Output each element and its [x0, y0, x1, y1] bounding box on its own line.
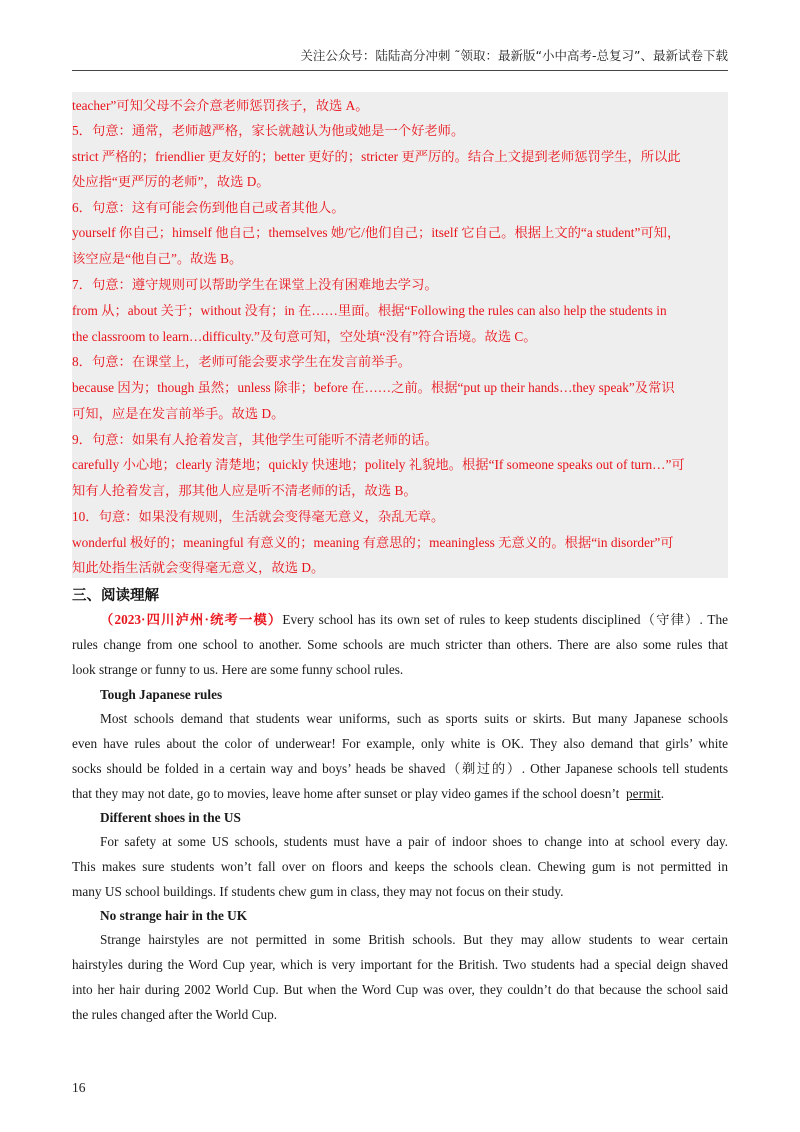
passage-source: （2023·四川泸州·统考一模）: [100, 612, 283, 627]
answer-line: because 因为；though 虽然；unless 除非；before 在……之前。根据“put up their hands…they speak”及常识: [72, 380, 675, 395]
passage-intro-text: Every school has its own set of rules to keep students disciplined（守律）. The: [282, 612, 728, 627]
underlined-word: permit: [626, 786, 661, 801]
answer-line: 7．句意：遵守规则可以帮助学生在课堂上没有困难地去学习。: [72, 277, 438, 292]
passage-line: Strange hairstyles are not permitted in some British schools. But they may allow students to wear certain: [100, 932, 728, 947]
passage-text: .: [660, 786, 665, 801]
passage-line: socks should be folded in a certain way and boys’ heads be shaved（剃过的）. Other Japanese schools tell students: [72, 761, 728, 776]
answer-line: 处应指“更严厉的老师”，故选 D。: [72, 174, 270, 189]
answer-line: strict 严格的；friendlier 更友好的；better 更好的；stricter 更严厉的。结合上文提到老师惩罚学生，所以此: [72, 149, 681, 164]
passage-text: that they may not date, go to movies, leave home after sunset or play video games if the school doesn’t: [72, 786, 620, 801]
passage-line: the rules changed after the World Cup.: [72, 1007, 278, 1022]
header-divider: [72, 70, 728, 71]
page-header: 关注公众号：陆陆高分冲刺 ˜领取：最新版“小中高考-总复习”、最新试卷下载: [300, 48, 728, 63]
passage-line: For safety at some US schools, students must have a pair of indoor shoes to change into at school every day.: [100, 834, 728, 849]
passage-heading: Different shoes in the US: [100, 810, 241, 825]
answer-line: the classroom to learn…difficulty.”及句意可知，空处填“没有”符合语境。故选 C。: [72, 329, 537, 344]
passage-heading: Tough Japanese rules: [100, 687, 223, 702]
answer-line: 8．句意：在课堂上，老师可能会要求学生在发言前举手。: [72, 354, 412, 369]
section-title: 三、阅读理解: [72, 588, 159, 604]
passage-line: [72, 784, 728, 804]
answer-line: 9．句意：如果有人抢着发言，其他学生可能听不清老师的话。: [72, 432, 438, 447]
page-number: 16: [72, 1080, 86, 1095]
answer-line: teacher”可知父母不会介意老师惩罚孩子，故选 A。: [72, 98, 369, 113]
passage-heading: No strange hair in the UK: [100, 908, 248, 923]
answer-line: from 从；about 关于；without 没有；in 在……里面。根据“Following the rules can also help the students in: [72, 303, 667, 318]
passage-line: even have rules about the color of underwear! For example, only white is OK. They also demand that girls’ white: [72, 736, 728, 751]
answer-line: 6．句意：这有可能会伤到他自己或者其他人。: [72, 200, 345, 215]
answer-line: 知有人抢着发言，那其他人应是听不清老师的话，故选 B。: [72, 483, 417, 498]
passage-line: Most schools demand that students wear uniforms, such as sports suits or skirts. But many Japanese schools: [100, 711, 728, 726]
answer-line: 5．句意：通常，老师越严格，家长就越认为他或她是一个好老师。: [72, 123, 465, 138]
passage-intro-line: rules change from one school to another. Some schools are much stricter than others. There are also some rules that: [72, 637, 728, 652]
passage-line: hairstyles during the Word Cup year, which is very important for the British. Two students had a special deign shaved: [72, 957, 728, 972]
answer-line: wonderful 极好的；meaningful 有意义的；meaning 有意思的；meaningless 无意义的。根据“in disorder”可: [72, 535, 674, 550]
answer-line: 可知，应是在发言前举手。故选 D。: [72, 406, 285, 421]
answer-line: 10．句意：如果没有规则，生活就会变得毫无意义，杂乱无章。: [72, 509, 445, 524]
passage-intro-line: look strange or funny to us. Here are some funny school rules.: [72, 662, 404, 677]
answer-line: yourself 你自己；himself 他自己；themselves 她/它/他们自己；itself 它自己。根据上文的“a student”可知，: [72, 225, 681, 240]
passage-intro-line: [100, 610, 728, 630]
passage-line: into her hair during 2002 World Cup. But when the Word Cup was over, they couldn’t do that because the school said: [72, 982, 728, 997]
answer-line: 该空应是“他自己”。故选 B。: [72, 251, 243, 266]
answer-line: 知此处指生活就会变得毫无意义，故选 D。: [72, 560, 325, 575]
passage-line: This makes sure students won’t fall over on floors and keeps the schools clean. Chewing gum is not permitted in: [72, 859, 728, 874]
passage-line: many US school buildings. If students chew gum in class, they may not focus on their study.: [72, 884, 564, 899]
answer-line: carefully 小心地；clearly 清楚地；quickly 快速地；politely 礼貌地。根据“If someone speaks out of turn…”可: [72, 457, 685, 472]
